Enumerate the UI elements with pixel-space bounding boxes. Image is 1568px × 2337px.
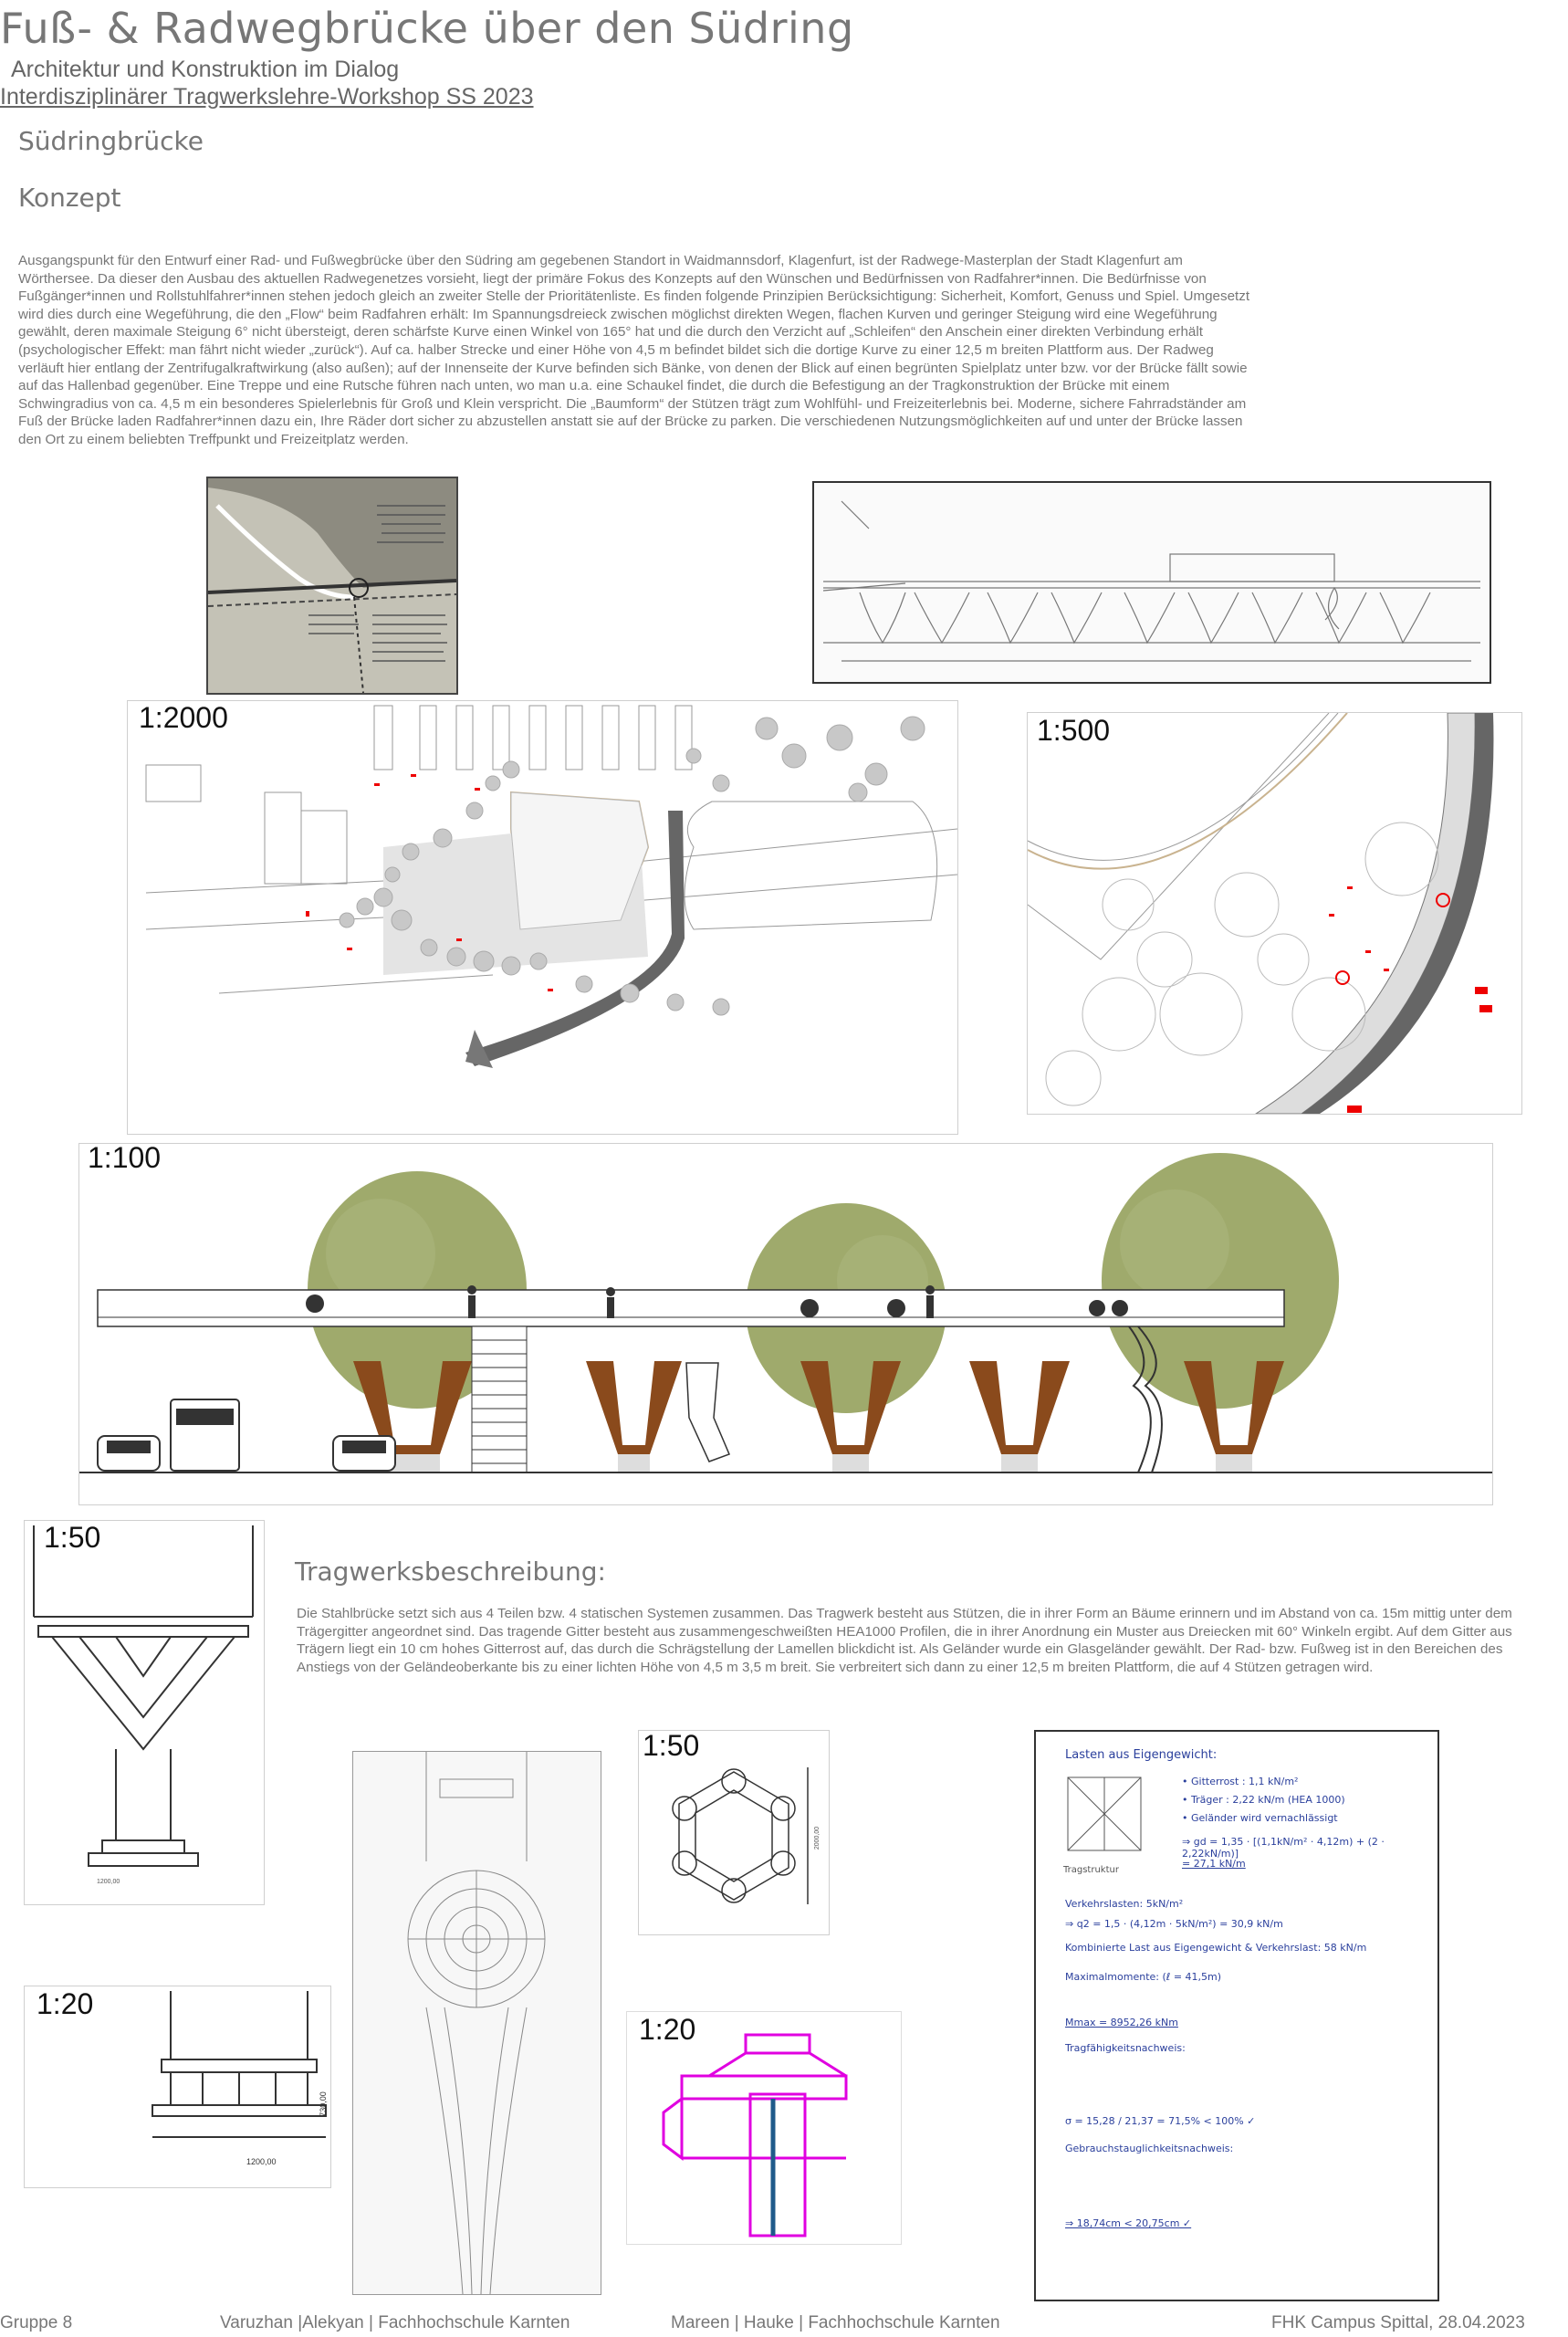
base-dim-height: 730,00 [318, 2091, 328, 2117]
scale-label-100: 1:100 [88, 1141, 162, 1174]
calc-line8: Kombinierte Last aus Eigengewicht & Verkehrslast: 58 kN/m [1065, 1942, 1367, 1954]
calc-line12: σ = 15,28 / 21,37 = 71,5% < 100% ✓ [1065, 2115, 1256, 2127]
calc-line2: • Träger : 2,22 kN/m (HEA 1000) [1182, 1794, 1345, 1806]
calc-label-trag: Tragstruktur [1063, 1865, 1119, 1875]
sketch-elevation [812, 481, 1491, 684]
calculation-sheet [1034, 1730, 1439, 2301]
page-subtitle: Architektur und Konstruktion im Dialog [11, 57, 400, 82]
footer-campus: FHK Campus Spittal, 28.04.2023 [1271, 2313, 1525, 2332]
footer-author2: Mareen | Hauke | Fachhochschule Karnten [671, 2313, 1000, 2332]
calc-line7: ⇒ q2 = 1,5 · (4,12m · 5kN/m²) = 30,9 kN/m [1065, 1918, 1283, 1930]
scale-label-500: 1:500 [1037, 714, 1111, 747]
concept-text: Ausgangspunkt für den Entwurf einer Rad- und Fußwegbrücke über den Südring am gegebenen Standort in Waidmannsdorf, Klagenfurt, ist der Radwege-Masterplan der Stadt Klagenfurt am Wörthersee. Da dieser den Ausbau des aktuellen Radwegenetzes vorsieht, liegt der primäre Fokus des Konzepts auf den Wünschen und Bedürfnissen von Radfahrer*innen. Die Bedürfnisse von Fußgänger*innen und Rollstuhlfahrer*innen stehen jedoch gleich an zweiter Stelle der Prioritätenliste. Es finden folgende Prinzipien Berücksichtigung: Sicherheit, Komfort, Genuss und Spiel. Umgesetzt wird dies durch eine Wegeführung, die den „Flow“ beim Radfahren erhält: Im Spannungsdreieck zwischen möglichst direkten Wegen, flachen Kurven und geringer Steigung wird eine Wegeführung gewählt, deren maximale Steigung 6° nicht übersteigt, deren schärfste Kurve einen Winkel von 165° hat und die durch den Verzicht auf „Schleifen“ den Anschein einer direkten Verbindung erhält (psychologischer Effekt: man fährt nicht wieder „zurück“). Auf ca. halber Strecke und einer Höhe von 4,5 m befindet bildet sich die dortige Kurve zu einer 12,5 m breiten Plattform aus. Der Radweg verläuft hier entlang der Zentrifugalkraftwirkung (also außen); auf der Innenseite der Kurve befinden sich Bänke, von denen der Blick auf einen begrünten Spielplatz unter bzw. vor der Brücke fällt sowie auf das Hallenbad gegenüber. Eine Treppe und eine Rutsche führen nach unten, wo man u.a. eine Schaukel findet, die durch die Befestigung an der Tragkonstruktion der Brücke mit einem Schwingradius von ca. 4,5 m ein besonderes Spielerlebnis für Groß und Klein verspricht. Die „Baumform“ der Stützen trägt zum Wohlfühl- und Freizeiterlebnis bei. Moderne, sichere Fahrradständer am Fuß der Brücke laden Radfahrer*innen dazu ein, Ihre Räder dort sicher zu abzustellen anstatt sie auf der Brücke zu parken. Die verschiedenen Nutzungsmöglichkeiten auf und unter der Brücke lassen den Ort zu einem beliebten Treffpunkt und Freizeitplatz werden. [18, 253, 1250, 447]
calc-line3: • Geländer wird vernachlässigt [1182, 1812, 1338, 1824]
column-sketch [352, 1751, 601, 2295]
column-dim: 1200,00 [97, 1879, 120, 1885]
workshop-title: Interdisziplinärer Tragwerkslehre-Workshop SS 2023 [0, 84, 534, 110]
calc-line10: Mmax = 8952,26 kNm [1065, 2017, 1178, 2028]
site-plan-2000 [127, 700, 958, 1135]
concept-heading: Konzept [18, 183, 121, 213]
footer-group: Gruppe 8 [0, 2313, 73, 2332]
sketch-map-photo [206, 477, 458, 695]
calc-line9: Maximalmomente: (ℓ = 41,5m) [1065, 1971, 1222, 1983]
structure-heading: Tragwerksbeschreibung: [295, 1556, 606, 1587]
calc-line14: ⇒ 18,74cm < 20,75cm ✓ [1065, 2217, 1192, 2229]
scale-label-base: 1:20 [37, 1987, 94, 2020]
base-dim-width: 1200,00 [246, 2157, 277, 2166]
bridge-elevation-100 [78, 1143, 1493, 1505]
calc-line4: ⇒ gd = 1,35 · [(1,1kN/m² · 4,12m) + (2 · 2,22kN/m)] [1182, 1836, 1385, 1860]
scale-label-joint: 1:20 [639, 2013, 696, 2046]
scale-label-hexagon: 1:50 [643, 1729, 700, 1762]
footer-author1: Varuzhan |Alekyan | Fachhochschule Karnten [220, 2313, 570, 2332]
structure-text: Die Stahlbrücke setzt sich aus 4 Teilen bzw. 4 statischen Systemen zusammen. Das Tragwerk besteht aus Stützen, die in ihrer Form an Bäume erinnern und im Abstand von ca. 15m mittig unter dem Trägergitter angeordnet sind. Das tragende Gitter besteht aus zusammengeschweißten HEA1000 Profilen, die in ihrer Anordnung ein Muster aus Dreiecken mit 60° Winkeln ergibt. Auf dem Gitter aus Trägern liegt ein 10 cm hohes Gitterrost auf, das durch die Schrägstellung der Lamellen blickdicht ist. Als Geländer wurde ein Glasgeländer gewählt. Der Rad- bzw. Fußweg ist in den Bereichen des Anstiegs von der Geländeoberkante bis zu einer lichten Höhe von 4,5 m 3,5 m breit. Sie verbreitert sich dann zu einer 12,5 m breiten Plattform, die auf 4 Stützen getragen wird. [297, 1606, 1512, 1675]
calc-line5: = 27,1 kN/m [1182, 1858, 1246, 1870]
page-title: Fuß- & Radwegbrücke über den Südring [0, 4, 854, 53]
hexagon-dim: 2000,00 [814, 1826, 821, 1850]
scale-label-column: 1:50 [44, 1521, 101, 1554]
calc-line6: Verkehrslasten: 5kN/m² [1065, 1898, 1184, 1910]
calc-line1: • Gitterrost : 1,1 kN/m² [1182, 1776, 1299, 1787]
column-section-50 [24, 1520, 265, 1905]
project-name: Südringbrücke [18, 126, 204, 156]
scale-label-2000: 1:2000 [139, 701, 228, 734]
calc-line13: Gebrauchstauglichkeitsnachweis: [1065, 2143, 1234, 2154]
calc-title: Lasten aus Eigengewicht: [1065, 1748, 1218, 1762]
detail-plan-500 [1027, 712, 1522, 1115]
calc-line11: Tragfähigkeitsnachweis: [1065, 2042, 1186, 2054]
